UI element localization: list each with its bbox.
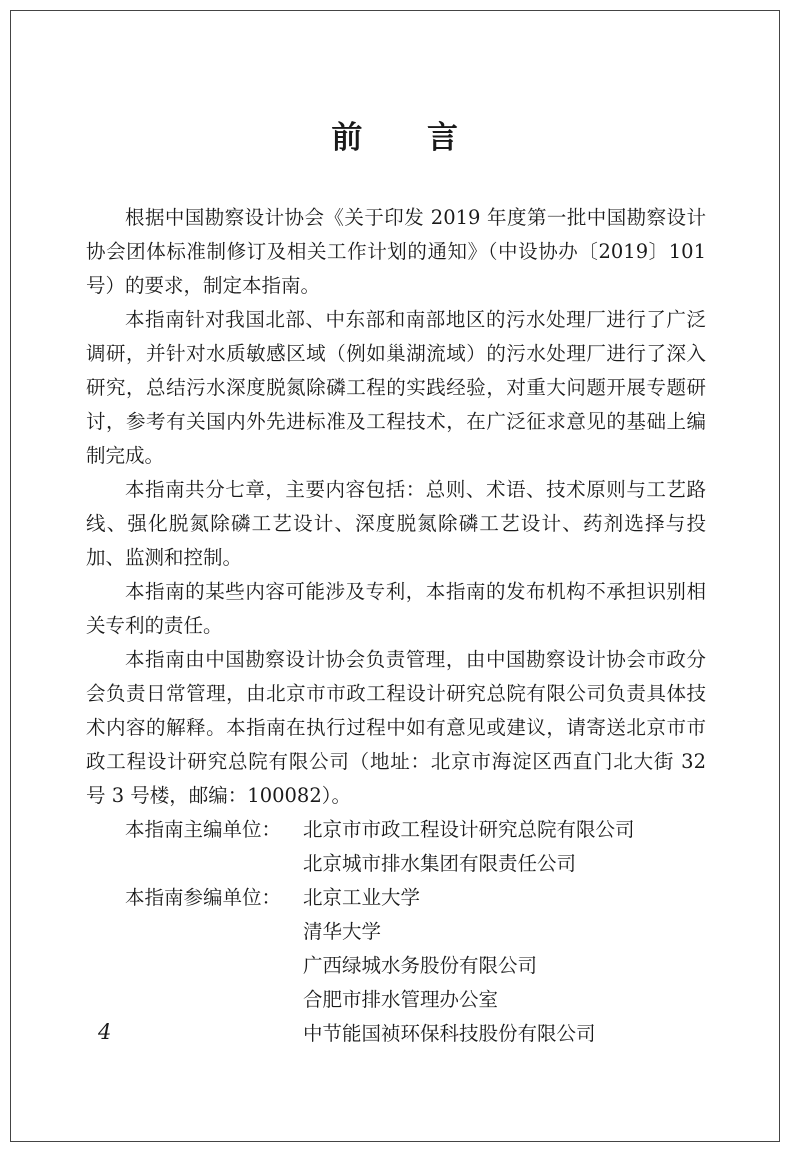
participating-editor-unit: 合肥市排水管理办公室 [303, 988, 499, 1011]
title-char-1: 前 [331, 120, 363, 156]
preface-body [86, 201, 706, 1051]
chief-editor-units [86, 813, 706, 881]
paragraph-chapters: 本指南共分七章，主要内容包括：总则、术语、技术原则与工艺路线、强化脱氮除磷工艺设计、深度脱氮除磷工艺设计、药剂选择与投加、监测和控制。 [86, 478, 706, 569]
participating-editor-label: 本指南参编单位： [125, 886, 282, 909]
chief-editor-list [303, 813, 706, 881]
chief-editor-label: 本指南主编单位： [125, 818, 282, 841]
participating-editor-unit: 北京工业大学 [303, 886, 421, 909]
page-number: 4 [98, 1020, 112, 1044]
paragraph-background: 根据中国勘察设计协会《关于印发 2019 年度第一批中国勘察设计协会团体标准制修订及相关工作计划的通知》（中设协办〔2019〕101 号）的要求，制定本指南。 [86, 206, 706, 297]
title-char-2: 言 [427, 120, 459, 156]
paragraph-research: 本指南针对我国北部、中东部和南部地区的污水处理厂进行了广泛调研，并针对水质敏感区域（例如巢湖流域）的污水处理厂进行了深入研究，总结污水深度脱氮除磷工程的实践经验，对重大问题开展专题研讨，参考有关国内外先进标准及工程技术，在广泛征求意见的基础上编制完成。 [86, 308, 706, 467]
participating-editor-unit: 清华大学 [303, 920, 382, 943]
participating-editor-unit: 中节能国祯环保科技股份有限公司 [303, 1022, 596, 1045]
chief-editor-unit: 北京市市政工程设计研究总院有限公司 [303, 818, 635, 841]
paragraph-management: 本指南由中国勘察设计协会负责管理，由中国勘察设计协会市政分会负责日常管理，由北京市市政工程设计研究总院有限公司负责具体技术内容的解释。本指南在执行过程中如有意见或建议，请寄送北京市市政工程设计研究总院有限公司（地址：北京市海淀区西直门北大街 32 号 3 号楼，邮编：100082）。 [86, 648, 706, 807]
chief-editor-unit: 北京城市排水集团有限责任公司 [303, 852, 577, 875]
participating-editor-units [86, 881, 706, 1051]
page-title [0, 112, 790, 157]
participating-editor-list [303, 881, 706, 1051]
participating-editor-unit: 广西绿城水务股份有限公司 [303, 954, 538, 977]
paragraph-patents: 本指南的某些内容可能涉及专利，本指南的发布机构不承担识别相关专利的责任。 [86, 580, 706, 637]
